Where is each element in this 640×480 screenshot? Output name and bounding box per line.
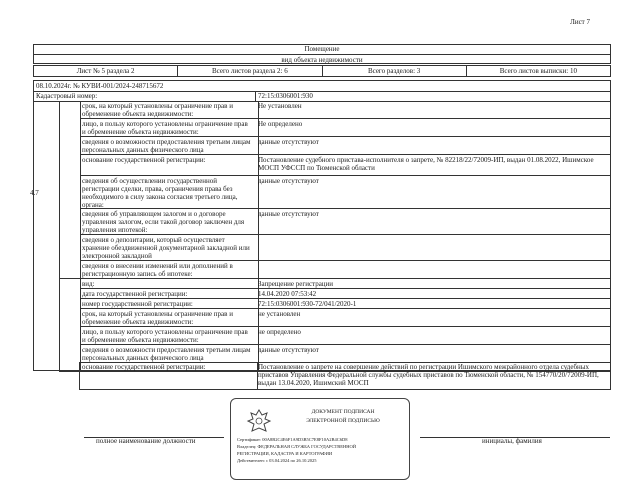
sheet-section: Лист № 5 раздела 2 — [76, 67, 135, 75]
total-sheets-extract: Всего листов выписки: 10 — [466, 66, 610, 76]
table-row: сведения о депозитарии, который осуществляет хранение обездвиженной документарной закладной или электронной закладной — [80, 235, 610, 261]
sheet-info-row — [33, 65, 611, 77]
total-sheets-section: Всего листов раздела 2: 6 — [177, 66, 321, 76]
extract-number: 08.10.2024г. № КУВИ-001/2024-248715672 — [33, 80, 611, 92]
table-row: основание государственной регистрации: Постановление судебного пристава-исполнителя о запрете, № 82218/22/72009-ИП, выдан 01.08.2022, Ишимское МОСП УФССП по Тюменской области — [80, 155, 610, 176]
table-row: номер государственной регистрации: 72:15:0306001:930-72/041/2020-1 — [80, 299, 610, 309]
section-number: 4.7 — [30, 189, 39, 197]
total-sections: Всего разделов: 3 — [322, 66, 466, 76]
restrictions-table — [33, 91, 611, 371]
table-row: сведения о внесении изменений или дополнений в регистрационную запись об ипотеке: — [80, 261, 610, 279]
cadastral-label: Кадастровый номер: — [36, 92, 98, 100]
table-row: основание государственной регистрации: Постановление о запрете на совершение действий по регистрации Ишимского межрайонного отдела судебных приставов Управления Федеральной службы судебных приставов по Тюменской области, № 154770/20/72009-ИП, выдан 13.04.2020, Ишимский МОСП — [79, 362, 611, 390]
table-row: срок, на который установлены ограничение прав и обременение объекта недвижимости: Не установлен — [80, 101, 610, 119]
electronic-signature-stamp: ДОКУМЕНТ ПОДПИСАН ЭЛЕКТРОННОЙ ПОДПИСЬЮ Сертификат: 00A8B2C4E6F1A9D3B5C7E8F10A2B4C6D8 Владелец: ФЕДЕРАЛЬНАЯ СЛУЖБА ГОСУДАРСТВЕННОЙ РЕГИСТРАЦИИ, КАДАСТРА И КАРТОГРАФИИ Действителен: с 03.04.2024 по 26.10.2025 — [230, 398, 410, 480]
table-row: лицо, в пользу которого установлены ограничение прав и обременение объекта недвижимости: Не определено — [80, 119, 610, 137]
table-row: сведения о возможности предоставления третьим лицам персональных данных физического лица данные отсутствуют — [80, 345, 610, 363]
object-title: Помещение — [34, 45, 610, 55]
table-row: дата государственной регистрации: 14.04.2020 07:53:42 — [80, 289, 610, 299]
table-row: сведения о возможности предоставления третьим лицам персональных данных физического лица данные отсутствуют — [80, 137, 610, 155]
object-type-caption: вид объекта недвижимости — [281, 56, 363, 64]
table-row: сведения об осуществлении государственной регистрации сделки, права, ограничения права без необходимого в силу закона согласия третьего лица, органа: данные отсутствуют — [80, 176, 610, 209]
table-row: лицо, в пользу которого установлены ограничение прав и обременение объекта недвижимости: не определено — [80, 327, 610, 345]
position-label: полное наименование должности — [96, 437, 196, 445]
cadastral-value: 72:15:0306001:930 — [255, 92, 313, 101]
coat-of-arms-icon — [243, 407, 275, 437]
document-title-block — [33, 44, 611, 64]
initials-label: инициалы, фамилия — [482, 437, 542, 445]
sheet-number: Лист 7 — [570, 18, 590, 26]
table-row: сведения об управляющем залогом и о договоре управления залогом, если такой договор заключен для управления ипотекой: данные отсутствуют — [80, 209, 610, 235]
column-divider — [59, 101, 60, 371]
table-row: вид: Запрещение регистрации — [80, 279, 610, 289]
table-row: срок, на который установлены ограничение прав и обременение объекта недвижимости: не установлен — [80, 309, 610, 327]
